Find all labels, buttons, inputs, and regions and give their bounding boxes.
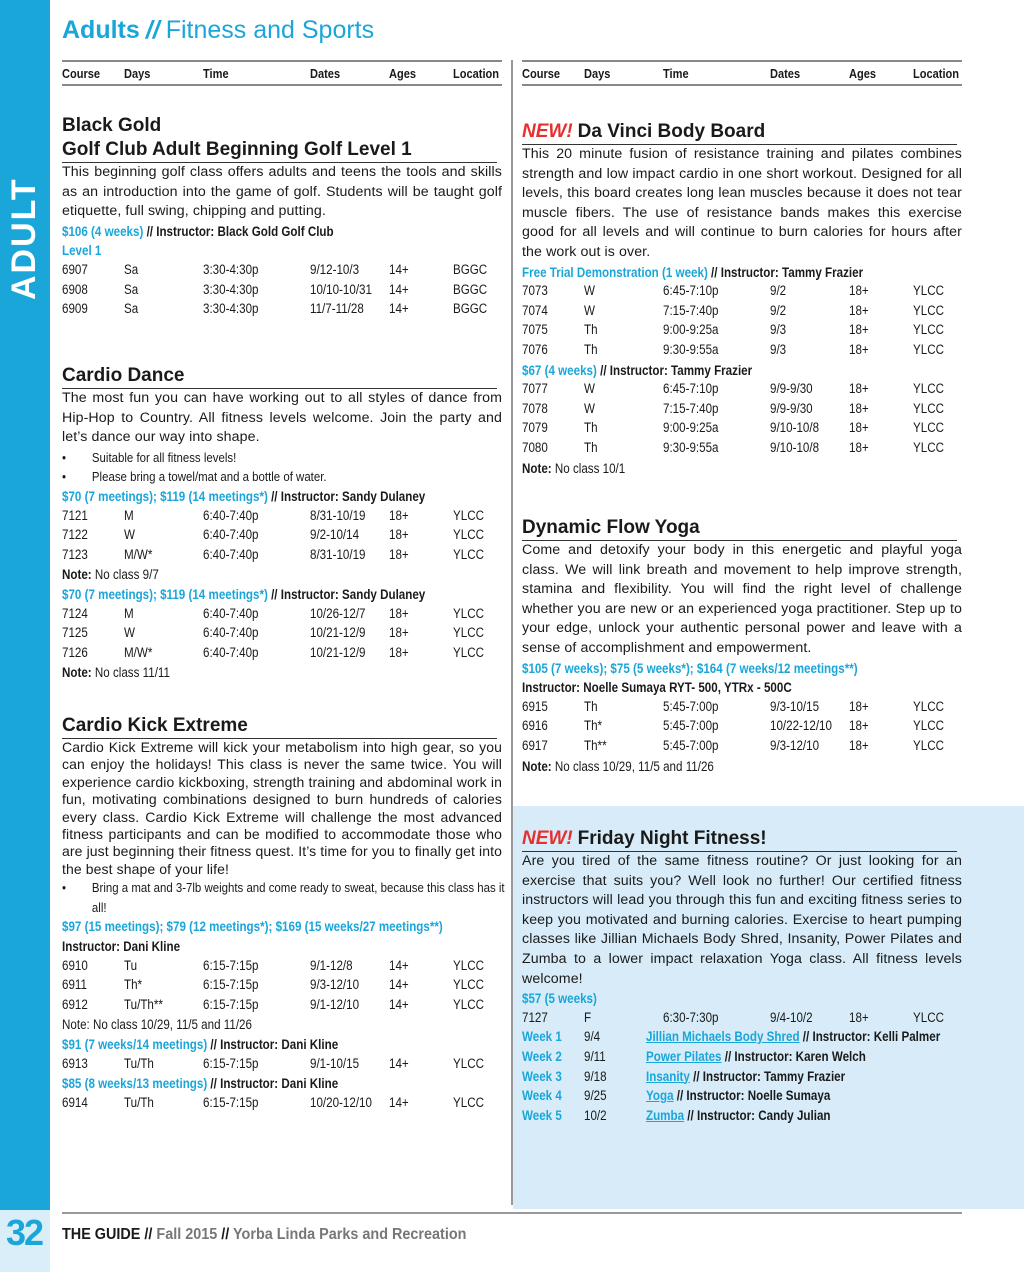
table-row (522, 419, 962, 439)
table-cell: 10/20-12/10 (310, 1094, 372, 1110)
col-dates: Dates (770, 66, 801, 81)
right-column (522, 60, 962, 1123)
table-cell: 6913 (62, 1055, 88, 1071)
price: $106 (4 weeks) (62, 223, 144, 239)
week-row (522, 1087, 962, 1107)
table-cell: M (124, 605, 134, 621)
table-cell: Tu/Th** (124, 996, 163, 1012)
table-cell: F (584, 1009, 592, 1025)
table-cell: 18+ (389, 546, 409, 562)
table-cell: YLCC (913, 718, 944, 734)
table-cell: W (124, 527, 135, 543)
table-cell: 6:30-7:30p (663, 1009, 719, 1025)
course-title: Cardio Kick Extreme (62, 714, 497, 739)
table-cell: BGGC (453, 301, 488, 317)
instructor: // Instructor: Dani Kline (207, 1037, 339, 1052)
table-cell: 7077 (522, 381, 548, 397)
price: $97 (15 meetings); $79 (12 meetings*); $169 (15 weeks/27 meetings**) (62, 919, 443, 935)
table-cell: 9/3-12/10 (770, 737, 820, 753)
table-cell: 7076 (522, 341, 548, 357)
week-row (522, 1028, 962, 1048)
table-cell: M/W* (124, 546, 153, 562)
table-cell: 7124 (62, 605, 88, 621)
column-header (522, 60, 962, 86)
col-time: Time (663, 66, 689, 81)
instructor: // Instructor: Tammy Frazier (596, 362, 753, 378)
table-cell: 18+ (849, 283, 869, 299)
table-cell: 10/26-12/7 (310, 605, 366, 621)
instructor: // Instructor: Tammy Frazier (707, 264, 864, 280)
instructor: // Instructor: Sandy Dulaney (267, 488, 426, 504)
course-yoga (522, 516, 962, 776)
table-cell: 7078 (522, 400, 548, 416)
table-cell: YLCC (913, 400, 944, 416)
instructor: // Instructor: Sandy Dulaney (267, 586, 426, 602)
table-cell: 8/31-10/19 (310, 546, 366, 562)
table-cell: 18+ (849, 737, 869, 753)
col-location: Location (453, 66, 500, 81)
week-label: Week 4 (522, 1088, 562, 1104)
table-cell: YLCC (453, 546, 484, 562)
table-cell: 6917 (522, 737, 548, 753)
table-cell: 7125 (62, 625, 88, 641)
table-cell: 6:15-7:15p (203, 996, 259, 1012)
course-title: NEW! Da Vinci Body Board (522, 120, 957, 145)
note: Note: No class 11/11 (62, 665, 170, 681)
table-cell: 18+ (389, 527, 409, 543)
table-cell: 6912 (62, 996, 88, 1012)
table-cell: 14+ (389, 301, 409, 317)
table-cell: 18+ (849, 420, 869, 436)
note: Note: No class 10/29, 11/5 and 11/26 (62, 1017, 252, 1033)
table-cell: 5:45-7:00p (663, 737, 719, 753)
table-cell: Sa (124, 281, 139, 297)
table-cell: Tu/Th (124, 1094, 154, 1110)
price-line (62, 1074, 440, 1094)
table-cell: 6916 (522, 718, 548, 734)
table-cell: 9:30-9:55a (663, 341, 719, 357)
table-cell: 6:15-7:15p (203, 1055, 259, 1071)
table-row (522, 341, 962, 361)
table-row (522, 321, 962, 341)
table-cell: 18+ (849, 1009, 869, 1025)
table-cell: 9/10-10/8 (770, 439, 820, 455)
table-cell: 7079 (522, 420, 548, 436)
price-line (62, 917, 443, 937)
footer-guide: THE GUIDE (62, 1226, 141, 1243)
price-line (522, 989, 900, 1009)
table-cell: 18+ (849, 302, 869, 318)
table-cell: 6:40-7:40p (203, 527, 259, 543)
table-cell: 6908 (62, 281, 88, 297)
table-cell: W (584, 381, 595, 397)
table-cell: 18+ (849, 341, 869, 357)
table-cell: Sa (124, 261, 139, 277)
week-date: 10/2 (584, 1107, 607, 1123)
table-row (62, 261, 502, 281)
table-cell: 14+ (389, 281, 409, 297)
note: Note: No class 10/1 (522, 460, 626, 476)
course-cardio-kick (62, 714, 505, 1113)
table-cell: YLCC (913, 1009, 944, 1025)
table-cell: YLCC (913, 439, 944, 455)
table-cell: 7123 (62, 546, 88, 562)
table-cell: YLCC (913, 322, 944, 338)
table-cell: Th* (584, 718, 603, 734)
table-row (62, 644, 502, 664)
table-cell: Th* (124, 977, 143, 993)
table-row (62, 526, 502, 546)
table-cell: YLCC (453, 605, 484, 621)
table-row (62, 281, 502, 301)
title-sub: Fitness and Sports (165, 16, 375, 44)
table-row (522, 1009, 962, 1029)
week-class: Yoga // Instructor: Noelle Sumaya (646, 1088, 831, 1104)
table-cell: 18+ (389, 507, 409, 523)
course-description: The most fun you can have working out to all styles of dance from Hip-Hop to Country. All fitness levels welcome. Join the party and let’s dance our way into shape. (62, 390, 502, 446)
table-cell: YLCC (453, 625, 484, 641)
col-ages: Ages (849, 66, 877, 81)
table-cell: 7:15-7:40p (663, 400, 719, 416)
course-friday-night (522, 827, 962, 1126)
table-cell: YLCC (453, 507, 484, 523)
table-cell: 11/7-11/28 (310, 301, 364, 317)
table-cell: 3:30-4:30p (203, 281, 259, 297)
course-title: Cardio Dance (62, 364, 497, 389)
week-row (522, 1068, 962, 1088)
course-description: Are you tired of the same fitness routine? Or just looking for an exercise that suits you? Well look no further! Our certified fitness instructors will lead you through this fun and exciting fitness series to keep you motivated and burning calories. Exercise to heart pumping classes like Jillian Michaels Body Shred, Insanity, Power Pilates and Zumba to a lower impact relaxation Yoga class. All fitness levels welcome! (522, 853, 962, 987)
table-cell: 18+ (389, 644, 409, 660)
table-cell: 6:40-7:40p (203, 546, 259, 562)
footer-season: Fall 2015 (156, 1226, 218, 1243)
table-cell: 7121 (62, 507, 88, 523)
table-cell: 18+ (849, 718, 869, 734)
col-days: Days (124, 66, 151, 81)
col-course: Course (62, 66, 101, 81)
col-ages: Ages (389, 66, 417, 81)
table-cell: YLCC (913, 698, 944, 714)
table-cell: 9/3 (770, 322, 787, 338)
table-cell: W (124, 625, 135, 641)
week-date: 9/11 (584, 1048, 606, 1064)
table-row (522, 717, 962, 737)
week-class: Insanity // Instructor: Tammy Frazier (646, 1068, 846, 1084)
table-cell: 7122 (62, 527, 88, 543)
col-time: Time (203, 66, 229, 81)
course-description: This beginning golf class offers adults and teens the tools and skills as an introduction into the game of golf. Students will be taught golf etiquette, full swing, chipping and putting. (62, 164, 502, 220)
table-row (522, 439, 962, 459)
table-cell: 6:40-7:40p (203, 605, 259, 621)
table-cell: Th (584, 420, 598, 436)
table-cell: 18+ (849, 698, 869, 714)
course-da-vinci (522, 120, 962, 478)
page-title (62, 16, 374, 45)
bullet-item: • Bring a mat and 3-7lb weights and come ready to sweat, because this class has it all! (62, 878, 515, 917)
bullet-item: • Suitable for all fitness levels! (62, 448, 500, 468)
footer-org: Yorba Linda Parks and Recreation (233, 1226, 467, 1243)
table-cell: 9/1-12/8 (310, 957, 353, 973)
table-cell: 14+ (389, 996, 409, 1012)
course-title: Dynamic Flow Yoga (522, 516, 957, 541)
left-column (62, 60, 505, 1110)
table-cell: YLCC (453, 1094, 484, 1110)
table-row (62, 957, 502, 977)
table-row (62, 624, 502, 644)
level-label: Level 1 (62, 243, 102, 259)
week-class: Power Pilates // Instructor: Karen Welch (646, 1048, 866, 1064)
table-cell: YLCC (913, 283, 944, 299)
table-cell: 14+ (389, 261, 409, 277)
table-cell: 7075 (522, 322, 548, 338)
table-row (522, 380, 962, 400)
col-course: Course (522, 66, 561, 81)
course-cardio-dance (62, 364, 502, 683)
price-line (62, 487, 440, 507)
table-cell: BGGC (453, 281, 488, 297)
table-cell: YLCC (453, 977, 484, 993)
table-cell: 18+ (389, 605, 409, 621)
table-cell: 6:45-7:10p (663, 283, 719, 299)
table-cell: 6:15-7:15p (203, 957, 259, 973)
table-cell: YLCC (453, 996, 484, 1012)
table-row (62, 1094, 502, 1114)
table-cell: 18+ (849, 400, 869, 416)
table-cell: YLCC (913, 420, 944, 436)
instructor: // Instructor: Black Gold Golf Club (143, 223, 334, 239)
table-cell: 9/3-12/10 (310, 977, 360, 993)
table-cell: Th (584, 698, 598, 714)
table-cell: YLCC (453, 644, 484, 660)
table-cell: BGGC (453, 261, 488, 277)
table-row (62, 996, 502, 1016)
table-cell: 9/2-10/14 (310, 527, 360, 543)
table-cell: 6909 (62, 301, 88, 317)
table-cell: 6911 (62, 977, 87, 993)
table-cell: YLCC (913, 381, 944, 397)
price: $85 (8 weeks/13 meetings) (62, 1076, 208, 1092)
price: $105 (7 weeks); $75 (5 weeks*); $164 (7 weeks/12 meetings**) (522, 660, 858, 676)
table-cell: M/W* (124, 644, 153, 660)
table-cell: 6:45-7:10p (663, 381, 719, 397)
week-class: Jillian Michaels Body Shred // Instructor: Kelli Palmer (646, 1029, 941, 1045)
table-cell: 6:15-7:15p (203, 1094, 259, 1110)
table-row (62, 300, 502, 320)
page-number: 32 (6, 1212, 43, 1253)
table-cell: M (124, 507, 134, 523)
col-days: Days (584, 66, 611, 81)
col-location: Location (913, 66, 960, 81)
table-cell: YLCC (453, 957, 484, 973)
table-cell: 6915 (522, 698, 548, 714)
instructor: Instructor: Dani Kline (62, 939, 181, 955)
week-label: Week 5 (522, 1107, 562, 1123)
price-line (522, 659, 900, 679)
table-cell: 18+ (849, 439, 869, 455)
course-title: Golf Club Adult Beginning Golf Level 1 (62, 138, 497, 163)
col-dates: Dates (310, 66, 341, 81)
footer-divider (62, 1212, 962, 1214)
table-cell: 18+ (849, 322, 869, 338)
table-cell: 9/2 (770, 283, 787, 299)
table-cell: W (584, 283, 595, 299)
price: $67 (4 weeks) (522, 362, 597, 378)
week-label: Week 2 (522, 1048, 562, 1064)
price: $70 (7 meetings); $119 (14 meetings*) (62, 586, 268, 602)
note: Note: No class 9/7 (62, 567, 159, 583)
table-cell: 14+ (389, 1094, 409, 1110)
course-title: NEW! Friday Night Fitness! (522, 827, 957, 852)
table-cell: 10/21-12/9 (310, 625, 366, 641)
table-cell: 9/3 (770, 341, 787, 357)
table-cell: 14+ (389, 977, 409, 993)
table-cell: 3:30-4:30p (203, 301, 259, 317)
week-label: Week 1 (522, 1029, 562, 1045)
table-cell: 6:40-7:40p (203, 625, 259, 641)
table-row (62, 1055, 502, 1075)
table-cell: 6907 (62, 261, 88, 277)
table-cell: 9/10-10/8 (770, 420, 820, 436)
table-row (522, 400, 962, 420)
course-title: Black Gold (62, 115, 162, 136)
price: $70 (7 meetings); $119 (14 meetings*) (62, 488, 268, 504)
column-header (62, 60, 502, 86)
week-label: Week 3 (522, 1068, 562, 1084)
table-cell: 9/9-9/30 (770, 381, 813, 397)
table-cell: Sa (124, 301, 139, 317)
table-cell: Th (584, 341, 598, 357)
section-label: ADULT (5, 177, 43, 300)
table-cell: 7126 (62, 644, 88, 660)
price: Free Trial Demonstration (1 week) (522, 264, 708, 280)
table-cell: 7127 (522, 1009, 548, 1025)
table-cell: 7080 (522, 439, 548, 455)
table-cell: 6914 (62, 1094, 88, 1110)
table-cell: 10/10-10/31 (310, 281, 372, 297)
week-class: Zumba // Instructor: Candy Julian (646, 1107, 831, 1123)
course-description: Come and detoxify your body in this energetic and playful yoga class. We will link breath and movement to help improve strength, stamina and flexibility. You will find the right level of challenge whether you are new or an experienced yoga practitioner. Step up to your edge, unlock your authentic personal power and leave with a sense of accomplishment and empowerment. (522, 542, 962, 656)
table-row (62, 605, 502, 625)
table-cell: Tu/Th (124, 1055, 154, 1071)
table-cell: 18+ (849, 381, 869, 397)
table-row (522, 282, 962, 302)
price-line (522, 263, 900, 283)
table-cell: YLCC (913, 302, 944, 318)
title-main: Adults (62, 16, 140, 44)
table-cell: 6:15-7:15p (203, 977, 259, 993)
price-line (62, 585, 440, 605)
week-date: 9/18 (584, 1068, 607, 1084)
table-cell: 10/22-12/10 (770, 718, 832, 734)
table-cell: 7073 (522, 283, 548, 299)
table-cell: W (584, 400, 595, 416)
table-cell: 7:15-7:40p (663, 302, 719, 318)
note: Note: No class 10/29, 11/5 and 11/26 (522, 758, 714, 774)
table-row (62, 976, 502, 996)
week-row (522, 1107, 962, 1127)
table-cell: 9/2 (770, 302, 787, 318)
table-cell: 10/21-12/9 (310, 644, 366, 660)
table-row (62, 546, 502, 566)
table-cell: 9/3-10/15 (770, 698, 820, 714)
table-cell: 9:30-9:55a (663, 439, 719, 455)
new-badge: NEW! (522, 121, 573, 142)
price-line (62, 222, 440, 242)
price: $91 (7 weeks/14 meetings) (62, 1037, 208, 1052)
table-cell: Th (584, 439, 598, 455)
table-cell: 14+ (389, 1055, 409, 1071)
table-cell: Th** (584, 737, 607, 753)
table-cell: YLCC (453, 1055, 484, 1071)
table-row (522, 737, 962, 757)
price-line (62, 1035, 440, 1055)
table-cell: 9/4-10/2 (770, 1009, 813, 1025)
course-golf (62, 114, 502, 320)
table-cell: 7074 (522, 302, 548, 318)
course-description: This 20 minute fusion of resistance training and pilates combines strength and low impact cardio in one short workout. Designed for all levels, this board creates long lean muscles because it does not tear muscle fibers. The use of resistance bands makes this exercise good for all levels and will continue to burn calories for hours after the work out is over. (522, 146, 962, 260)
price: $57 (5 weeks) (522, 991, 597, 1007)
footer: THE GUIDE // Fall 2015 // Yorba Linda Parks and Recreation (62, 1226, 467, 1243)
table-row (522, 698, 962, 718)
table-cell: 18+ (389, 625, 409, 641)
table-cell: YLCC (453, 527, 484, 543)
table-cell: 9/1-10/15 (310, 1055, 360, 1071)
table-cell: 3:30-4:30p (203, 261, 259, 277)
table-cell: Tu (124, 957, 138, 973)
table-cell: YLCC (913, 737, 944, 753)
instructor: // Instructor: Dani Kline (207, 1076, 339, 1092)
table-row (62, 507, 502, 527)
table-cell: 6:40-7:40p (203, 644, 259, 660)
new-badge: NEW! (522, 828, 573, 849)
week-date: 9/4 (584, 1029, 601, 1045)
table-cell: W (584, 302, 595, 318)
table-cell: YLCC (913, 341, 944, 357)
table-cell: 9:00-9:25a (663, 322, 719, 338)
bullet-item: • Please bring a towel/mat and a bottle of water. (62, 467, 500, 487)
instructor: Instructor: Noelle Sumaya RYT- 500, YTRx - 500C (522, 680, 792, 696)
week-date: 9/25 (584, 1088, 607, 1104)
title-separator: // (145, 16, 160, 44)
table-cell: 9:00-9:25a (663, 420, 719, 436)
table-cell: 8/31-10/19 (310, 507, 366, 523)
course-description: Cardio Kick Extreme will kick your metabolism into high gear, so you can enjoy the holidays! This class is never the same twice. You will experience cardio kickboxing, strength training and abdominal work in fun, motivating combinations designed to burn hundreds of calories every class. Cardio Kick Extreme will challenge the most advanced fitness participants and can be modified to accommodate those who are just beginning their fitness quest. It’s time for you to finally get into the best shape of your life! (62, 739, 502, 877)
table-cell: 14+ (389, 957, 409, 973)
price-line (522, 361, 900, 381)
week-row (522, 1048, 962, 1068)
table-cell: 9/12-10/3 (310, 261, 360, 277)
table-cell: 6:40-7:40p (203, 507, 259, 523)
table-cell: 9/1-12/10 (310, 996, 360, 1012)
table-cell: 5:45-7:00p (663, 698, 719, 714)
table-row (522, 302, 962, 322)
table-cell: Th (584, 322, 598, 338)
table-cell: 5:45-7:00p (663, 718, 719, 734)
table-cell: 6910 (62, 957, 88, 973)
table-cell: 9/9-9/30 (770, 400, 813, 416)
